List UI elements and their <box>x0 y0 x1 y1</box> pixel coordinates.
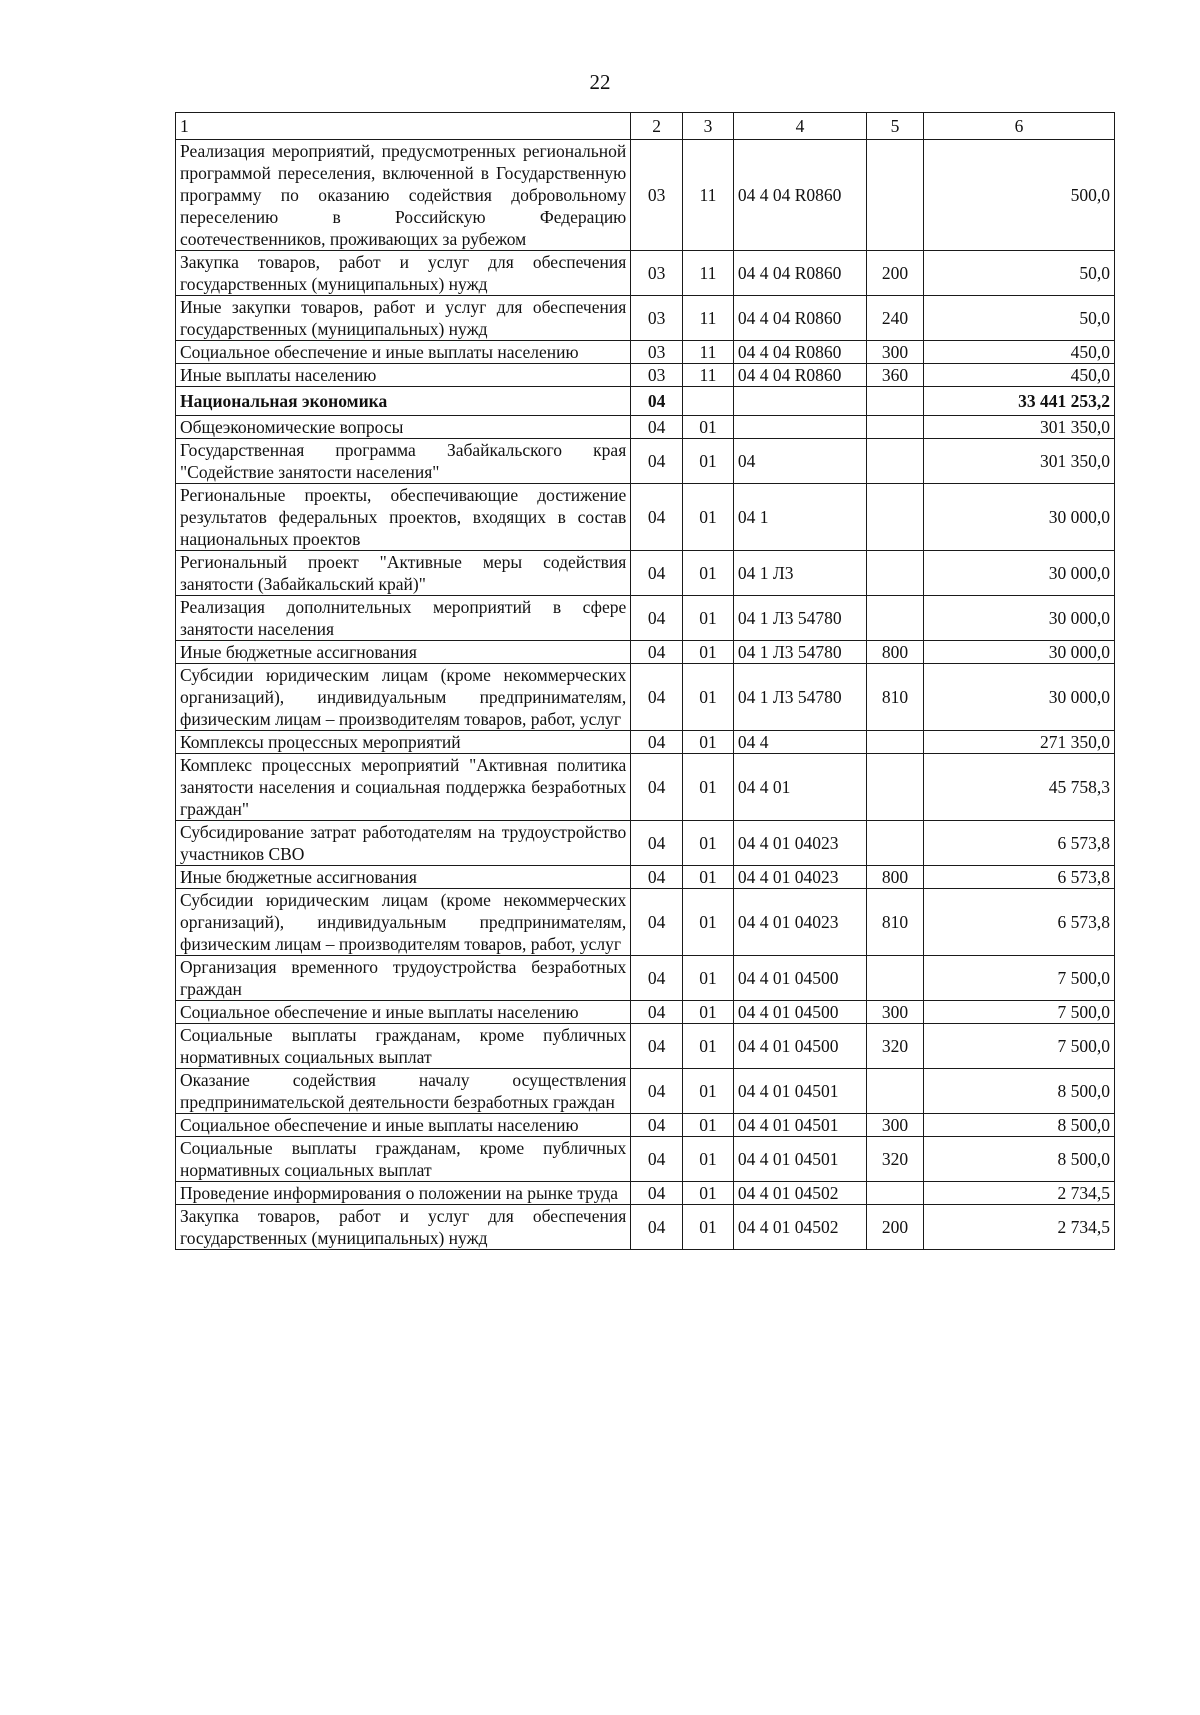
row-name-cell: Оказание содействия началу осуществления предпринимательской деятельности безработных граждан <box>176 1069 631 1114</box>
row-expense-type-cell <box>867 439 924 484</box>
row-section-cell: 04 <box>631 731 683 754</box>
table-header <box>176 113 1115 140</box>
header-col-3: 3 <box>683 113 734 140</box>
row-target-article-cell: 04 4 04 R0860 <box>733 251 866 296</box>
row-section-cell: 04 <box>631 1069 683 1114</box>
row-expense-type-cell: 200 <box>867 251 924 296</box>
row-expense-type-cell <box>867 821 924 866</box>
row-name-cell: Государственная программа Забайкальского края "Содействие занятости населения" <box>176 439 631 484</box>
row-subsection-cell: 01 <box>683 821 734 866</box>
row-target-article-cell: 04 4 01 <box>733 754 866 821</box>
row-target-article-cell: 04 4 01 04023 <box>733 889 866 956</box>
row-amount-cell: 30 000,0 <box>923 664 1114 731</box>
row-amount-cell: 33 441 253,2 <box>923 387 1114 416</box>
row-name-cell: Общеэкономические вопросы <box>176 416 631 439</box>
row-section-cell: 04 <box>631 596 683 641</box>
row-expense-type-cell <box>867 731 924 754</box>
row-name-cell: Иные бюджетные ассигнования <box>176 866 631 889</box>
row-amount-cell: 8 500,0 <box>923 1137 1114 1182</box>
row-name-cell: Реализация дополнительных мероприятий в сфере занятости населения <box>176 596 631 641</box>
row-section-cell: 04 <box>631 866 683 889</box>
row-subsection-cell: 01 <box>683 866 734 889</box>
row-expense-type-cell: 320 <box>867 1024 924 1069</box>
table-row <box>176 484 1115 551</box>
row-expense-type-cell: 320 <box>867 1137 924 1182</box>
row-expense-type-cell <box>867 416 924 439</box>
table-row <box>176 754 1115 821</box>
table-row <box>176 551 1115 596</box>
row-section-cell: 03 <box>631 296 683 341</box>
row-name-cell: Реализация мероприятий, предусмотренных региональной программой переселения, включенной в Государственную программу по оказанию содействия добровольному переселению в Российскую Федерацию соотечественников, проживающих за рубежом <box>176 140 631 251</box>
row-section-cell: 03 <box>631 341 683 364</box>
page-number: 22 <box>589 70 611 94</box>
row-amount-cell: 7 500,0 <box>923 956 1114 1001</box>
row-subsection-cell: 01 <box>683 641 734 664</box>
row-subsection-cell: 01 <box>683 731 734 754</box>
row-expense-type-cell <box>867 1069 924 1114</box>
row-subsection-cell: 11 <box>683 251 734 296</box>
row-subsection-cell: 01 <box>683 1182 734 1205</box>
row-name-cell: Иные выплаты населению <box>176 364 631 387</box>
row-section-cell: 04 <box>631 1001 683 1024</box>
row-amount-cell: 450,0 <box>923 341 1114 364</box>
row-target-article-cell: 04 4 04 R0860 <box>733 341 866 364</box>
row-section-cell: 04 <box>631 1114 683 1137</box>
table-body <box>176 140 1115 1250</box>
row-amount-cell: 45 758,3 <box>923 754 1114 821</box>
row-section-cell: 04 <box>631 1024 683 1069</box>
row-name-cell: Социальные выплаты гражданам, кроме публичных нормативных социальных выплат <box>176 1024 631 1069</box>
row-section-cell: 04 <box>631 1137 683 1182</box>
row-target-article-cell: 04 4 01 04501 <box>733 1114 866 1137</box>
row-target-article-cell <box>733 416 866 439</box>
row-subsection-cell: 01 <box>683 484 734 551</box>
row-name-cell: Комплекс процессных мероприятий "Активная политика занятости населения и социальная поддержка безработных граждан" <box>176 754 631 821</box>
table-row <box>176 641 1115 664</box>
table-row <box>176 889 1115 956</box>
table-row <box>176 1205 1115 1250</box>
row-amount-cell: 8 500,0 <box>923 1069 1114 1114</box>
table-row <box>176 296 1115 341</box>
row-section-cell: 04 <box>631 889 683 956</box>
table-row <box>176 439 1115 484</box>
row-subsection-cell: 01 <box>683 1114 734 1137</box>
row-subsection-cell: 01 <box>683 439 734 484</box>
row-amount-cell: 500,0 <box>923 140 1114 251</box>
row-subsection-cell: 01 <box>683 1137 734 1182</box>
row-amount-cell: 7 500,0 <box>923 1001 1114 1024</box>
row-section-cell: 04 <box>631 1182 683 1205</box>
row-expense-type-cell: 240 <box>867 296 924 341</box>
row-subsection-cell: 01 <box>683 416 734 439</box>
row-name-cell: Региональный проект "Активные меры содействия занятости (Забайкальский край)" <box>176 551 631 596</box>
row-subsection-cell: 01 <box>683 889 734 956</box>
row-target-article-cell: 04 1 <box>733 484 866 551</box>
row-expense-type-cell <box>867 484 924 551</box>
header-col-6: 6 <box>923 113 1114 140</box>
table-row <box>176 416 1115 439</box>
row-target-article-cell: 04 1 Л3 <box>733 551 866 596</box>
table-row <box>176 364 1115 387</box>
row-name-cell: Социальное обеспечение и иные выплаты населению <box>176 341 631 364</box>
row-amount-cell: 6 573,8 <box>923 866 1114 889</box>
row-target-article-cell: 04 4 01 04501 <box>733 1069 866 1114</box>
row-expense-type-cell: 300 <box>867 1001 924 1024</box>
row-section-cell: 04 <box>631 439 683 484</box>
row-amount-cell: 8 500,0 <box>923 1114 1114 1137</box>
row-target-article-cell: 04 4 04 R0860 <box>733 140 866 251</box>
row-target-article-cell: 04 1 Л3 54780 <box>733 596 866 641</box>
row-section-cell: 04 <box>631 821 683 866</box>
row-name-cell: Региональные проекты, обеспечивающие достижение результатов федеральных проектов, входящих в состав национальных проектов <box>176 484 631 551</box>
row-amount-cell: 301 350,0 <box>923 416 1114 439</box>
row-name-cell: Субсидии юридическим лицам (кроме некоммерческих организаций), индивидуальным предпринимателям, физическим лицам – производителям товаров, работ, услуг <box>176 664 631 731</box>
table-row <box>176 956 1115 1001</box>
row-name-cell: Национальная экономика <box>176 387 631 416</box>
table-row <box>176 664 1115 731</box>
row-subsection-cell <box>683 387 734 416</box>
row-amount-cell: 30 000,0 <box>923 641 1114 664</box>
row-amount-cell: 2 734,5 <box>923 1205 1114 1250</box>
row-amount-cell: 50,0 <box>923 251 1114 296</box>
table-row <box>176 866 1115 889</box>
row-section-cell: 04 <box>631 551 683 596</box>
row-target-article-cell: 04 <box>733 439 866 484</box>
table-row <box>176 1182 1115 1205</box>
row-expense-type-cell <box>867 387 924 416</box>
header-row <box>176 113 1115 140</box>
row-amount-cell: 30 000,0 <box>923 551 1114 596</box>
row-section-cell: 04 <box>631 664 683 731</box>
row-expense-type-cell: 360 <box>867 364 924 387</box>
row-section-cell: 04 <box>631 641 683 664</box>
row-amount-cell: 301 350,0 <box>923 439 1114 484</box>
row-amount-cell: 30 000,0 <box>923 484 1114 551</box>
row-section-cell: 03 <box>631 140 683 251</box>
header-col-4: 4 <box>733 113 866 140</box>
row-target-article-cell: 04 4 01 04500 <box>733 1024 866 1069</box>
row-subsection-cell: 01 <box>683 664 734 731</box>
row-section-cell: 04 <box>631 754 683 821</box>
row-amount-cell: 6 573,8 <box>923 889 1114 956</box>
row-amount-cell: 30 000,0 <box>923 596 1114 641</box>
row-name-cell: Комплексы процессных мероприятий <box>176 731 631 754</box>
row-target-article-cell: 04 4 01 04023 <box>733 821 866 866</box>
row-name-cell: Закупка товаров, работ и услуг для обеспечения государственных (муниципальных) нужд <box>176 1205 631 1250</box>
row-name-cell: Субсидии юридическим лицам (кроме некоммерческих организаций), индивидуальным предпринимателям, физическим лицам – производителям товаров, работ, услуг <box>176 889 631 956</box>
table-row <box>176 341 1115 364</box>
row-target-article-cell: 04 1 Л3 54780 <box>733 664 866 731</box>
row-expense-type-cell <box>867 551 924 596</box>
row-subsection-cell: 11 <box>683 364 734 387</box>
row-name-cell: Организация временного трудоустройства безработных граждан <box>176 956 631 1001</box>
row-subsection-cell: 11 <box>683 296 734 341</box>
row-amount-cell: 50,0 <box>923 296 1114 341</box>
header-col-1: 1 <box>176 113 631 140</box>
row-amount-cell: 2 734,5 <box>923 1182 1114 1205</box>
row-amount-cell: 6 573,8 <box>923 821 1114 866</box>
row-subsection-cell: 01 <box>683 1069 734 1114</box>
row-expense-type-cell <box>867 956 924 1001</box>
row-expense-type-cell: 800 <box>867 641 924 664</box>
row-name-cell: Социальное обеспечение и иные выплаты населению <box>176 1114 631 1137</box>
row-expense-type-cell: 300 <box>867 1114 924 1137</box>
row-target-article-cell: 04 4 04 R0860 <box>733 364 866 387</box>
row-name-cell: Проведение информирования о положении на рынке труда <box>176 1182 631 1205</box>
row-name-cell: Социальные выплаты гражданам, кроме публичных нормативных социальных выплат <box>176 1137 631 1182</box>
row-subsection-cell: 11 <box>683 140 734 251</box>
table-row <box>176 1114 1115 1137</box>
row-subsection-cell: 01 <box>683 1024 734 1069</box>
row-target-article-cell: 04 4 04 R0860 <box>733 296 866 341</box>
table-row <box>176 1137 1115 1182</box>
row-subsection-cell: 01 <box>683 1001 734 1024</box>
row-name-cell: Иные бюджетные ассигнования <box>176 641 631 664</box>
row-target-article-cell: 04 4 01 04501 <box>733 1137 866 1182</box>
row-name-cell: Социальное обеспечение и иные выплаты населению <box>176 1001 631 1024</box>
row-section-cell: 03 <box>631 364 683 387</box>
row-name-cell: Иные закупки товаров, работ и услуг для обеспечения государственных (муниципальных) нужд <box>176 296 631 341</box>
row-target-article-cell: 04 4 01 04502 <box>733 1205 866 1250</box>
row-target-article-cell: 04 4 01 04502 <box>733 1182 866 1205</box>
row-subsection-cell: 11 <box>683 341 734 364</box>
row-target-article-cell <box>733 387 866 416</box>
table-row <box>176 251 1115 296</box>
row-name-cell: Закупка товаров, работ и услуг для обеспечения государственных (муниципальных) нужд <box>176 251 631 296</box>
row-section-cell: 04 <box>631 1205 683 1250</box>
table-row <box>176 596 1115 641</box>
table-row <box>176 1069 1115 1114</box>
budget-table <box>175 112 1115 1250</box>
table-row <box>176 1024 1115 1069</box>
row-expense-type-cell <box>867 596 924 641</box>
row-amount-cell: 271 350,0 <box>923 731 1114 754</box>
row-amount-cell: 450,0 <box>923 364 1114 387</box>
row-section-cell: 04 <box>631 416 683 439</box>
row-target-article-cell: 04 1 Л3 54780 <box>733 641 866 664</box>
row-target-article-cell: 04 4 01 04500 <box>733 956 866 1001</box>
table-row <box>176 1001 1115 1024</box>
row-subsection-cell: 01 <box>683 754 734 821</box>
row-expense-type-cell <box>867 140 924 251</box>
header-col-2: 2 <box>631 113 683 140</box>
table-row <box>176 821 1115 866</box>
row-subsection-cell: 01 <box>683 551 734 596</box>
header-col-5: 5 <box>867 113 924 140</box>
row-name-cell: Субсидирование затрат работодателям на трудоустройство участников СВО <box>176 821 631 866</box>
row-expense-type-cell: 200 <box>867 1205 924 1250</box>
row-target-article-cell: 04 4 01 04500 <box>733 1001 866 1024</box>
row-section-cell: 04 <box>631 484 683 551</box>
row-subsection-cell: 01 <box>683 596 734 641</box>
row-expense-type-cell <box>867 754 924 821</box>
row-section-cell: 04 <box>631 387 683 416</box>
table-row <box>176 140 1115 251</box>
row-amount-cell: 7 500,0 <box>923 1024 1114 1069</box>
row-section-cell: 03 <box>631 251 683 296</box>
table-row <box>176 731 1115 754</box>
row-expense-type-cell: 300 <box>867 341 924 364</box>
row-subsection-cell: 01 <box>683 956 734 1001</box>
row-subsection-cell: 01 <box>683 1205 734 1250</box>
row-target-article-cell: 04 4 <box>733 731 866 754</box>
row-expense-type-cell: 800 <box>867 866 924 889</box>
row-expense-type-cell: 810 <box>867 889 924 956</box>
row-expense-type-cell <box>867 1182 924 1205</box>
row-target-article-cell: 04 4 01 04023 <box>733 866 866 889</box>
row-expense-type-cell: 810 <box>867 664 924 731</box>
table-row <box>176 387 1115 416</box>
row-section-cell: 04 <box>631 956 683 1001</box>
